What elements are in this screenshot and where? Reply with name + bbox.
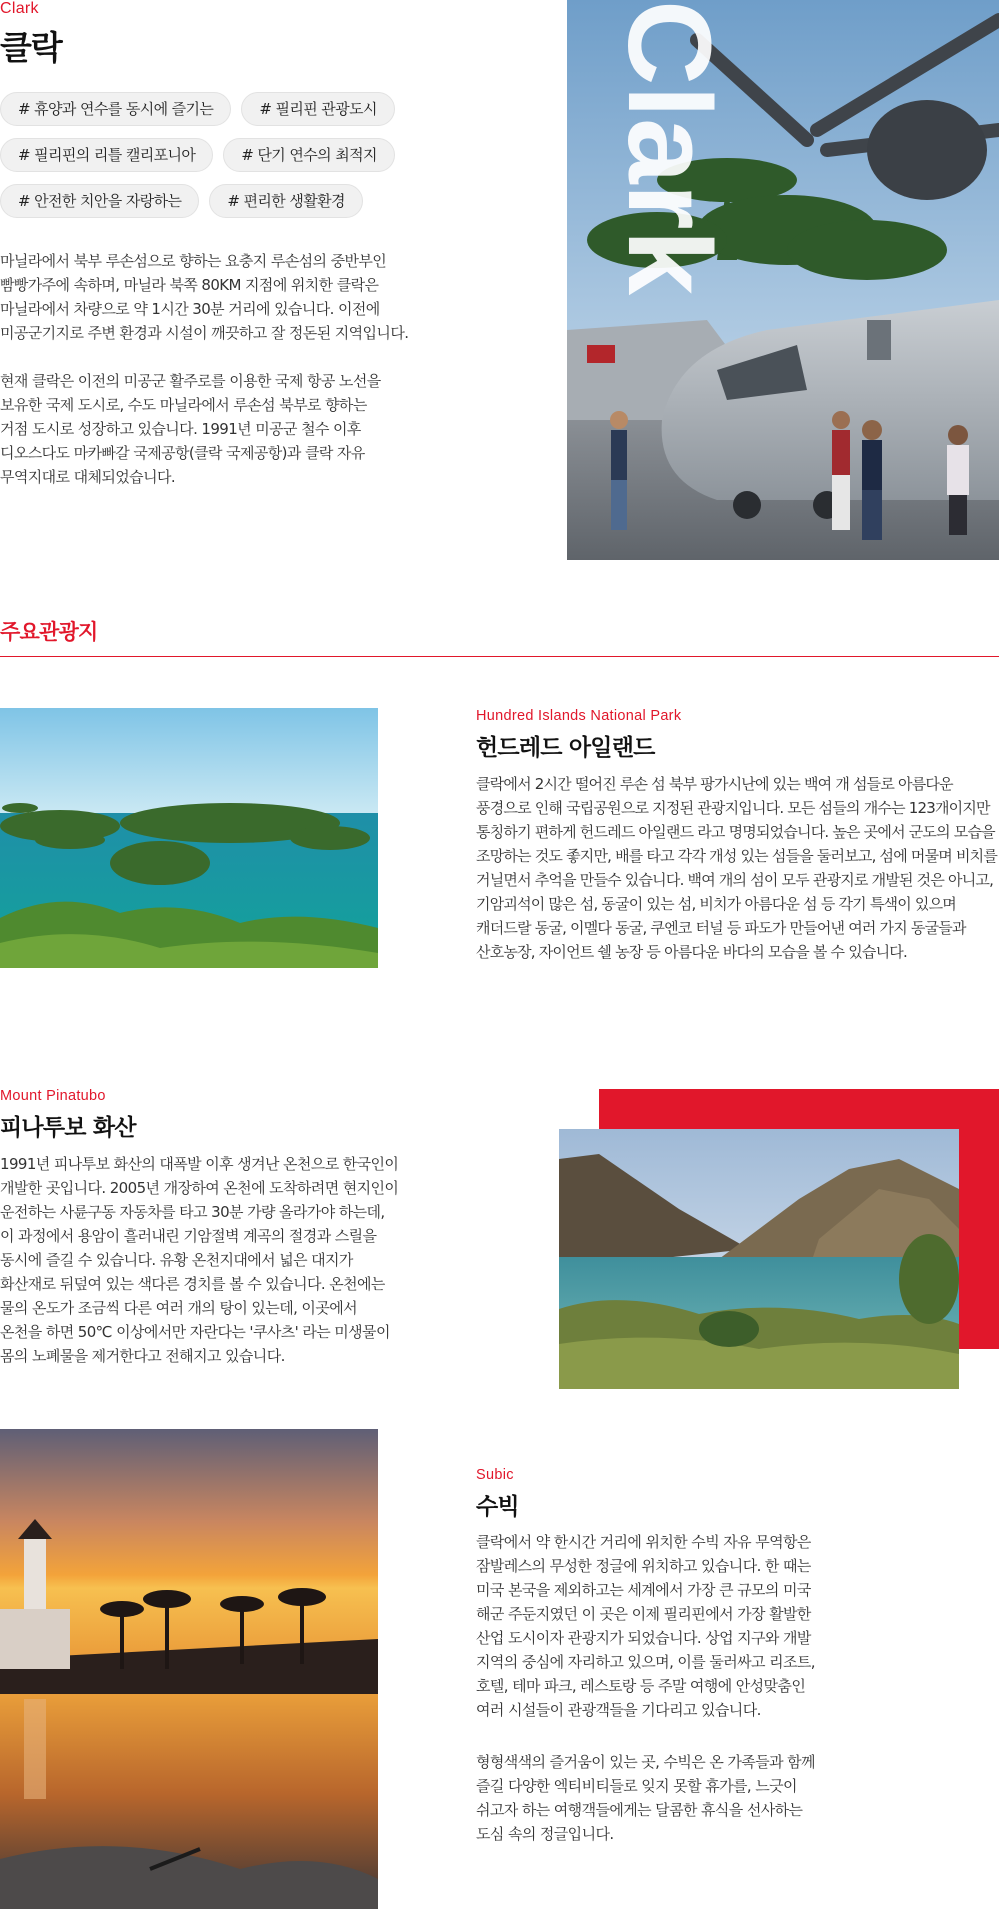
hashtag: # 휴양과 연수를 동시에 즐기는 — [0, 92, 231, 126]
hashtag: # 편리한 생활환경 — [209, 184, 363, 218]
subic-sunset-photo — [0, 1429, 378, 1909]
pinatubo-title: 피나투보 화산 — [0, 1115, 136, 1141]
hashtag-row — [0, 138, 420, 172]
pinatubo-description: 1991년 피나투보 화산의 대폭발 이후 생겨난 온천으로 한국인이 개발한 곳입니다. 2005년 개장하여 온천에 도착하려면 현지인이 운전하는 사륜구동 자동차를 타고 30분 가량 올라가야 하는데, 이 과정에서 용암이 흘러내린 기암절벽 계곡의 절경과 스릴을 동시에 즐길 수 있습니다. 유황 온천지대에서 넓은 대지가 화산재로 뒤덮여 있는 색다른 경치를 볼 수 있습니다. 온천에는 물의 온도가 조금씩 다른 여러 개의 탕이 있는데, 이곳에서 온천을 하면 50℃ 이상에서만 자란다는 '쿠사츠' 라는 미생물이 몸의 노폐물을 제거한다고 전해지고 있습니다. — [0, 1155, 399, 1365]
hundred-islands-description: 클락에서 2시간 떨어진 루손 섬 북부 팡가시난에 있는 백여 개 섬들로 아름다운 풍경으로 인해 국립공원으로 지정된 관광지입니다. 모든 섬들의 개수는 123개이지만 통칭하기 편하게 헌드레드 아일랜드 라고 명명되었습니다. 높은 곳에서 군도의 모습을 조망하는 것도 좋지만, 배를 타고 각각 개성 있는 섬들을 둘러보고, 섬에 머물며 비치를 거닐면서 추억을 만들수 있습니다. 백여 개의 섬이 모두 관광지로 개발된 것은 아니고, 기암괴석이 많은 섬, 동굴이 있는 섬, 비치가 아름다운 섬 등 각기 특색이 있으며 캐더드랄 동굴, 이멜다 동굴, 쿠엔코 터널 등 파도가 만들어낸 여러 가지 동굴들과 산호농장, 자이언트 쉘 농장 등 아름다운 바다의 모습을 볼 수 있습니다. — [476, 775, 998, 961]
subic-english-name: Subic — [476, 1467, 514, 1483]
subic-description-2: 형형색색의 즐거움이 있는 곳, 수빅은 온 가족들과 함께 즐길 다양한 엑티비티들로 잊지 못할 휴가를, 느긋이 쉬고자 하는 여행객들에게는 달콤한 휴식을 선사하는 도심 속의 정글입니다. — [476, 1753, 815, 1843]
subic-title: 수빅 — [476, 1494, 519, 1520]
subic-description-1: 클락에서 약 한시간 거리에 위치한 수빅 자유 무역항은 잠발레스의 무성한 정글에 위치하고 있습니다. 한 때는 미국 본국을 제외하고는 세계에서 가장 큰 규모의 미국 해군 주둔지였던 이 곳은 이제 필리핀에서 가장 활발한 산업 도시이자 관광지가 되었습니다. 상업 지구와 개발 지역의 중심에 자리하고 있으며, 이를 둘러싸고 리조트, 호텔, 테마 파크, 레스토랑 등 주말 여행에 안성맞춤인 여러 시설들이 관광객들을 기다리고 있습니다. — [476, 1533, 815, 1719]
clark-watermark-text: Clark — [603, 0, 735, 296]
clark-aircraft-photo — [567, 0, 999, 560]
hashtag: # 필리핀 관광도시 — [241, 92, 395, 126]
section-title: 주요관광지 — [0, 620, 98, 644]
hundred-islands-title: 헌드레드 아일랜드 — [476, 735, 655, 761]
clark-description-2: 현재 클락은 이전의 미공군 활주로를 이용한 국제 항공 노선을 보유한 국제 도시로, 수도 마닐라에서 루손섬 북부로 향하는 거점 도시로 성장하고 있습니다. 1991년 미공군 철수 이후 디오스다도 마카빠갈 국제공항(클락 국제공항)과 클락 자유 무역지대로 대체되었습니다. — [0, 372, 381, 486]
pinatubo-english-name: Mount Pinatubo — [0, 1088, 106, 1104]
hundred-islands-photo — [0, 708, 378, 968]
hashtag-row — [0, 184, 420, 218]
hashtag: # 필리핀의 리틀 캘리포니아 — [0, 138, 213, 172]
clark-english-name: Clark — [0, 0, 39, 17]
clark-title: 클락 — [0, 28, 62, 67]
section-divider — [0, 656, 999, 657]
hashtag-row — [0, 92, 420, 126]
hundred-islands-english-name: Hundred Islands National Park — [476, 708, 682, 724]
hashtag: # 단기 연수의 최적지 — [223, 138, 395, 172]
hashtag-list — [0, 92, 420, 230]
pinatubo-lake-photo — [559, 1129, 959, 1389]
clark-description-1: 마닐라에서 북부 루손섬으로 향하는 요충지 루손섬의 중반부인 빰빵가주에 속하며, 마닐라 북쪽 80KM 지점에 위치한 클락은 마닐라에서 차량으로 약 1시간 30분 거리에 있습니다. 이전에 미공군기지로 주변 환경과 시설이 깨끗하고 잘 정돈된 지역입니다. — [0, 252, 409, 342]
hashtag: # 안전한 치안을 자랑하는 — [0, 184, 199, 218]
